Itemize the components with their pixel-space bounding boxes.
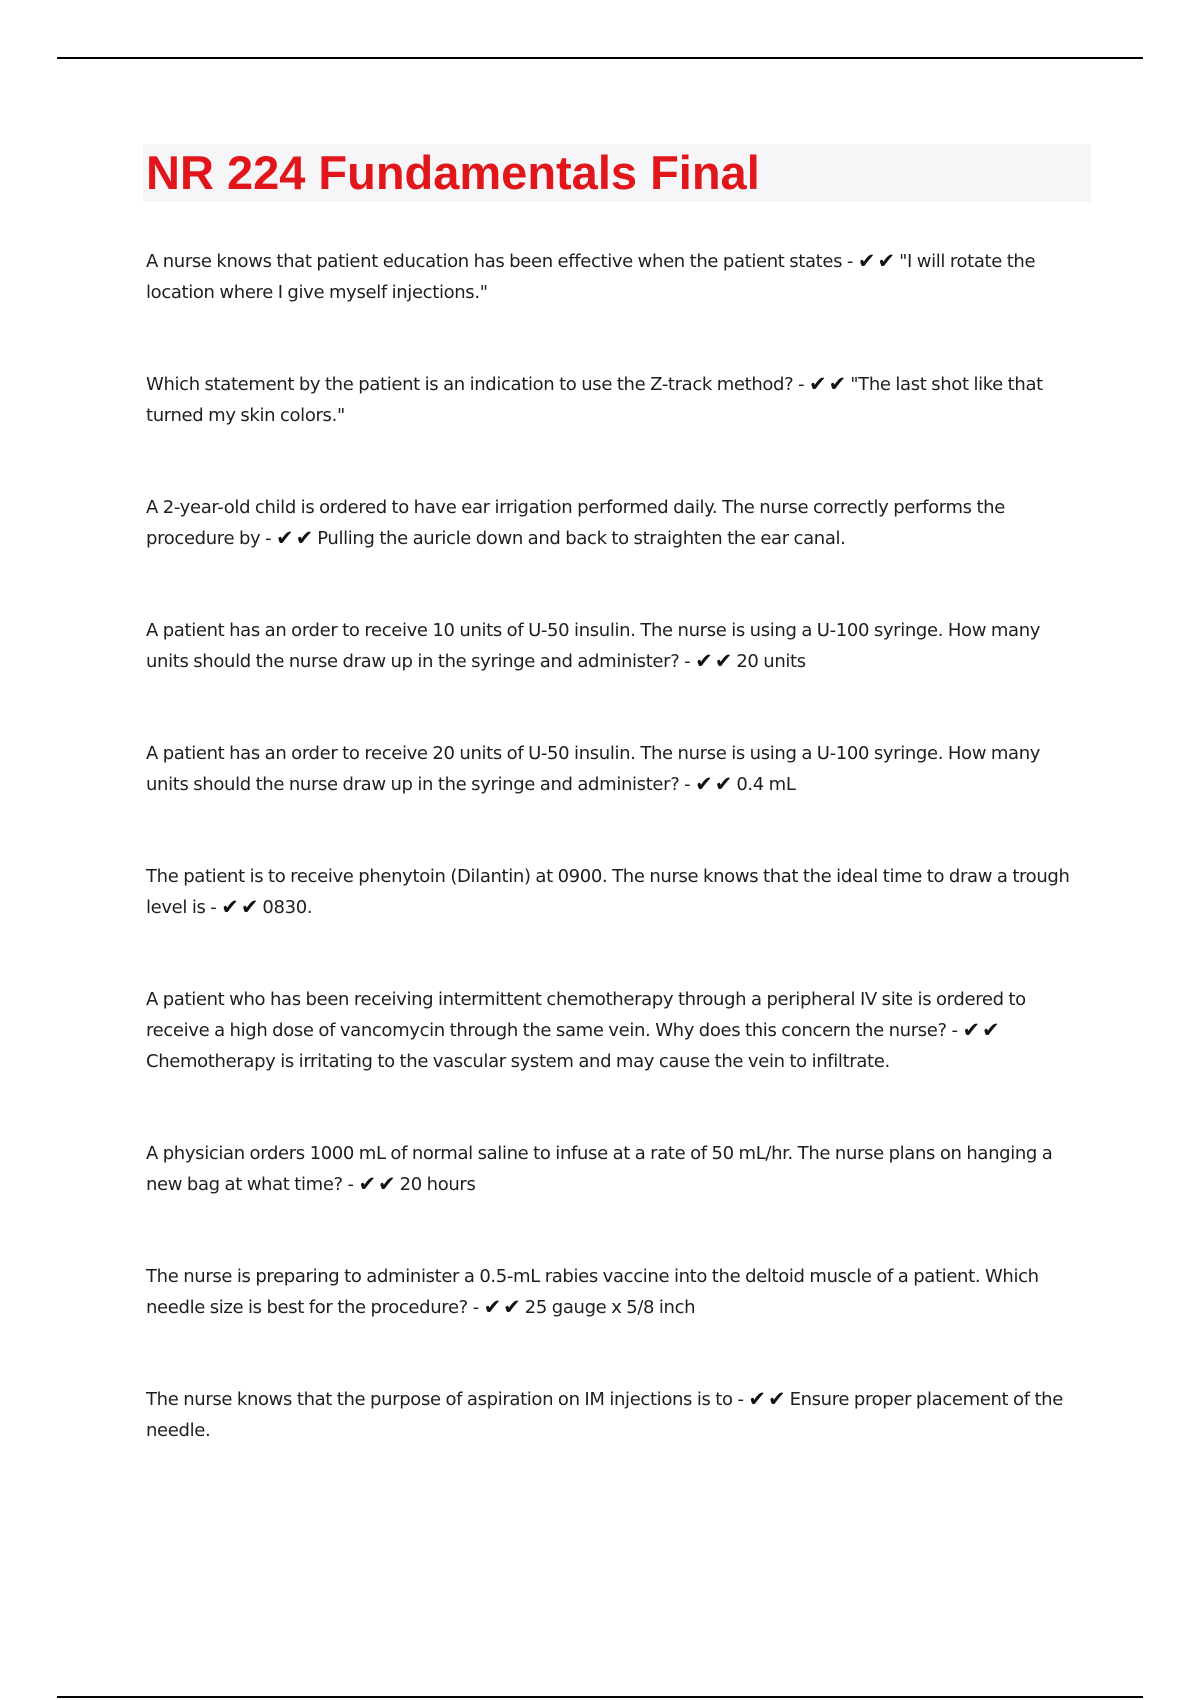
question-text: A 2-year-old child is ordered to have ear irrigation performed daily. The nurse correctly performs the procedure by bbox=[146, 497, 1005, 549]
top-rule bbox=[57, 57, 1143, 59]
question-text: The patient is to receive phenytoin (Dilantin) at 0900. The nurse knows that the ideal time to draw a trough level is bbox=[146, 866, 1070, 918]
separator: - bbox=[679, 651, 696, 672]
question-text: The nurse is preparing to administer a 0.5-mL rabies vaccine into the deltoid muscle of a patient. Which needle size is best for the procedure? bbox=[146, 1266, 1039, 1318]
answer-text: "I will rotate the location where I give myself injections." bbox=[146, 251, 1036, 303]
qa-item bbox=[146, 369, 1081, 431]
separator: - bbox=[732, 1389, 749, 1410]
check-icon: ✔✔ bbox=[695, 649, 735, 673]
check-icon: ✔✔ bbox=[221, 895, 261, 919]
qa-item bbox=[146, 861, 1081, 923]
qa-item bbox=[146, 984, 1081, 1077]
answer-text: Pulling the auricle down and back to straighten the ear canal. bbox=[317, 528, 846, 549]
question-text: A patient who has been receiving intermittent chemotherapy through a peripheral IV site is ordered to receive a high dose of vancomycin through the same vein. Why does this concern the nurse? bbox=[146, 989, 1026, 1041]
check-icon: ✔✔ bbox=[962, 1018, 1002, 1042]
check-icon: ✔✔ bbox=[483, 1295, 523, 1319]
check-icon: ✔✔ bbox=[857, 249, 898, 273]
separator: - bbox=[679, 774, 696, 795]
question-text: A nurse knows that patient education has been effective when the patient states bbox=[146, 251, 843, 272]
answer-text: 0.4 mL bbox=[736, 774, 796, 795]
separator: - bbox=[205, 897, 222, 918]
separator: - bbox=[467, 1297, 484, 1318]
answer-text: 20 hours bbox=[399, 1174, 476, 1195]
question-text: A patient has an order to receive 10 units of U-50 insulin. The nurse is using a U-100 syringe. How many units should the nurse draw up in the syringe and administer? bbox=[146, 620, 1041, 672]
separator: - bbox=[342, 1174, 359, 1195]
qa-item bbox=[146, 615, 1081, 677]
answer-text: 20 units bbox=[736, 651, 806, 672]
qa-item bbox=[146, 1384, 1081, 1446]
separator: - bbox=[842, 251, 858, 272]
check-icon: ✔✔ bbox=[695, 772, 735, 796]
answer-text: 25 gauge x 5/8 inch bbox=[524, 1297, 696, 1318]
separator: - bbox=[260, 528, 277, 549]
check-icon: ✔✔ bbox=[276, 526, 316, 550]
separator: - bbox=[793, 374, 810, 395]
qa-item bbox=[146, 1138, 1081, 1200]
answer-text: Ensure proper placement of the needle. bbox=[146, 1389, 1063, 1441]
question-text: The nurse knows that the purpose of aspiration on IM injections is to bbox=[146, 1389, 733, 1410]
answer-text: "The last shot like that turned my skin colors." bbox=[146, 374, 1043, 426]
answer-text: Chemotherapy is irritating to the vascular system and may cause the vein to infiltrate. bbox=[146, 1051, 890, 1072]
check-icon: ✔✔ bbox=[809, 372, 849, 396]
qa-item bbox=[146, 492, 1081, 554]
check-icon: ✔✔ bbox=[748, 1387, 788, 1411]
document-title: NR 224 Fundamentals Final bbox=[146, 146, 760, 199]
question-text: A physician orders 1000 mL of normal saline to infuse at a rate of 50 mL/hr. The nurse plans on hanging a new bag at what time? bbox=[146, 1143, 1053, 1195]
bottom-rule bbox=[57, 1696, 1143, 1698]
separator: - bbox=[946, 1020, 963, 1041]
qa-item bbox=[146, 738, 1081, 800]
check-icon: ✔✔ bbox=[358, 1172, 398, 1196]
qa-item bbox=[146, 246, 1081, 308]
question-text: Which statement by the patient is an indication to use the Z-track method? bbox=[146, 374, 794, 395]
qa-item bbox=[146, 1261, 1081, 1323]
answer-text: 0830. bbox=[262, 897, 313, 918]
question-list bbox=[146, 246, 1081, 1446]
question-text: A patient has an order to receive 20 units of U-50 insulin. The nurse is using a U-100 syringe. How many units should the nurse draw up in the syringe and administer? bbox=[146, 743, 1041, 795]
